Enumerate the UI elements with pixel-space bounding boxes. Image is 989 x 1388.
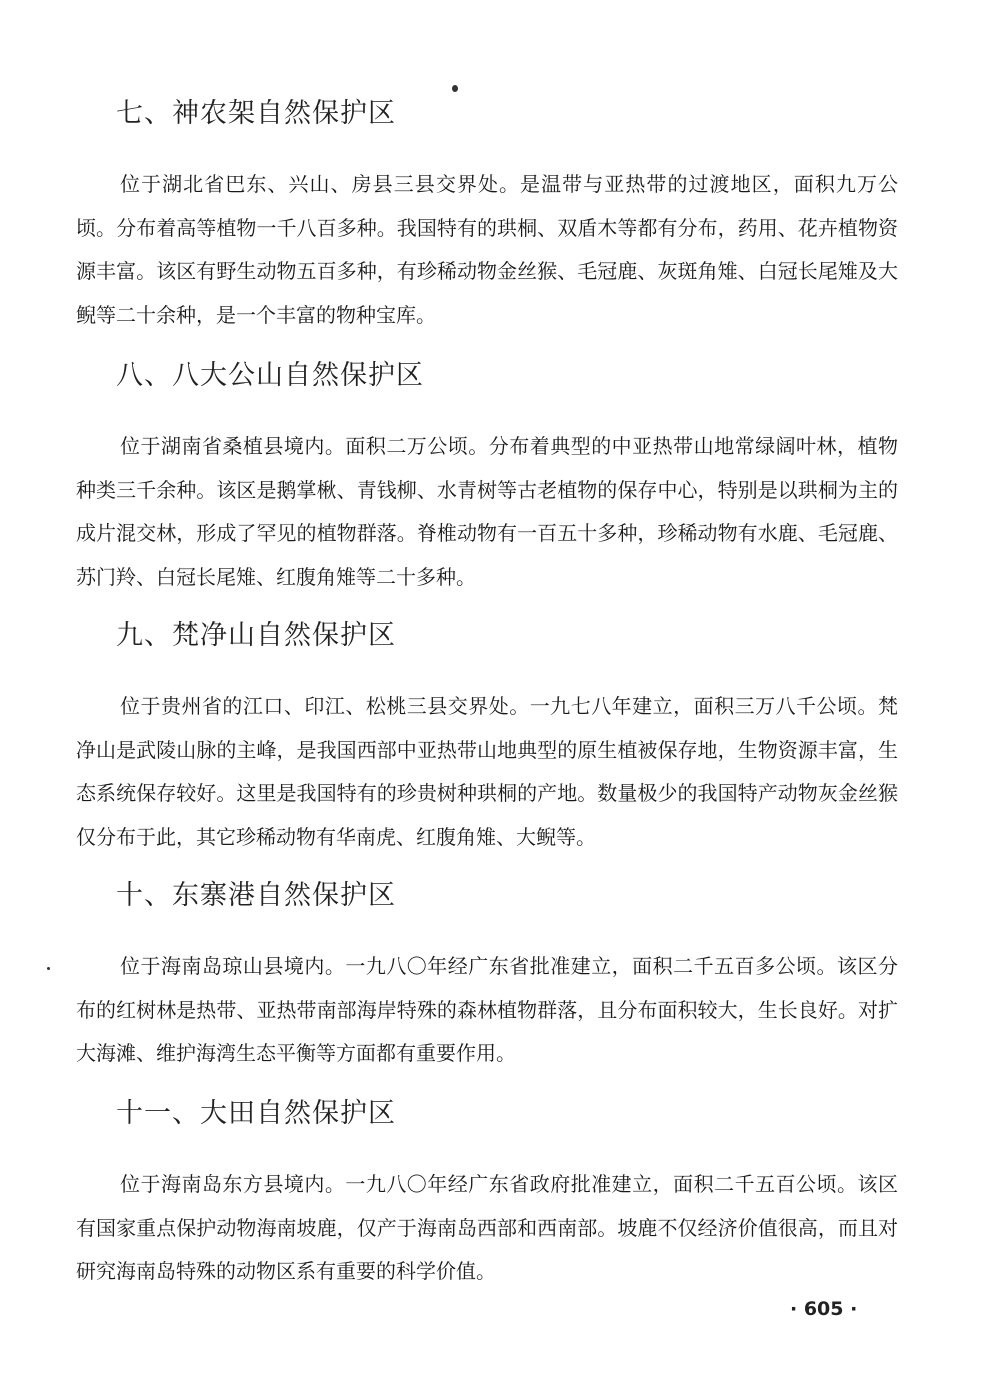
section-heading: 八、八大公山自然保护区 bbox=[116, 360, 424, 391]
section-heading: 七、神农架自然保护区 bbox=[116, 98, 396, 129]
section-body: 位于贵州省的江口、印江、松桃三县交界处。一九七八年建立，面积三万八千公顷。梵净山是武陵山脉的主峰，是我国西部中亚热带山地典型的原生植被保存地，生物资源丰富，生态系统保存较好。这里是我国特有的珍贵树种珙桐的产地。数量极少的我国特产动物灰金丝猴仅分布于此，其它珍稀动物有华南虎、红腹角雉、大鲵等。 bbox=[76, 694, 898, 849]
section-body: 位于湖北省巴东、兴山、房县三县交界处。是温带与亚热带的过渡地区，面积九万公顷。分布着高等植物一千八百多种。我国特有的珙桐、双盾木等都有分布，药用、花卉植物资源丰富。该区有野生动物五百多种，有珍稀动物金丝猴、毛冠鹿、灰斑角雉、白冠长尾雉及大鲵等二十余种，是一个丰富的物种宝库。 bbox=[76, 172, 898, 327]
section-heading: 十一、大田自然保护区 bbox=[116, 1098, 396, 1129]
section-badagongshan bbox=[76, 358, 898, 599]
page-number: · 605 · bbox=[790, 1298, 858, 1320]
scan-speck bbox=[47, 967, 50, 970]
scan-speck bbox=[452, 85, 458, 92]
section-body: 位于海南岛琼山县境内。一九八〇年经广东省批准建立，面积二千五百多公顷。该区分布的红树林是热带、亚热带南部海岸特殊的森林植物群落，且分布面积较大，生长良好。对扩大海滩、维护海湾生态平衡等方面都有重要作用。 bbox=[76, 954, 898, 1065]
section-body: 位于海南岛东方县境内。一九八〇年经广东省政府批准建立，面积二千五百公顷。该区有国家重点保护动物海南坡鹿，仅产于海南岛西部和西南部。坡鹿不仅经济价值很高，而且对研究海南岛特殊的动物区系有重要的科学价值。 bbox=[76, 1172, 898, 1283]
section-heading: 九、梵净山自然保护区 bbox=[116, 620, 396, 651]
section-fanjingshan bbox=[76, 618, 898, 859]
section-body: 位于湖南省桑植县境内。面积二万公顷。分布着典型的中亚热带山地常绿阔叶林，植物种类三千余种。该区是鹅掌楸、青钱柳、水青树等古老植物的保存中心，特别是以珙桐为主的成片混交林，形成了罕见的植物群落。脊椎动物有一百五十多种，珍稀动物有水鹿、毛冠鹿、苏门羚、白冠长尾雉、红腹角雉等二十多种。 bbox=[76, 434, 898, 589]
section-heading: 十、东寨港自然保护区 bbox=[116, 880, 396, 911]
section-shennongjia bbox=[76, 96, 898, 337]
section-datian bbox=[76, 1096, 898, 1294]
section-dongzhaigang bbox=[76, 878, 898, 1076]
